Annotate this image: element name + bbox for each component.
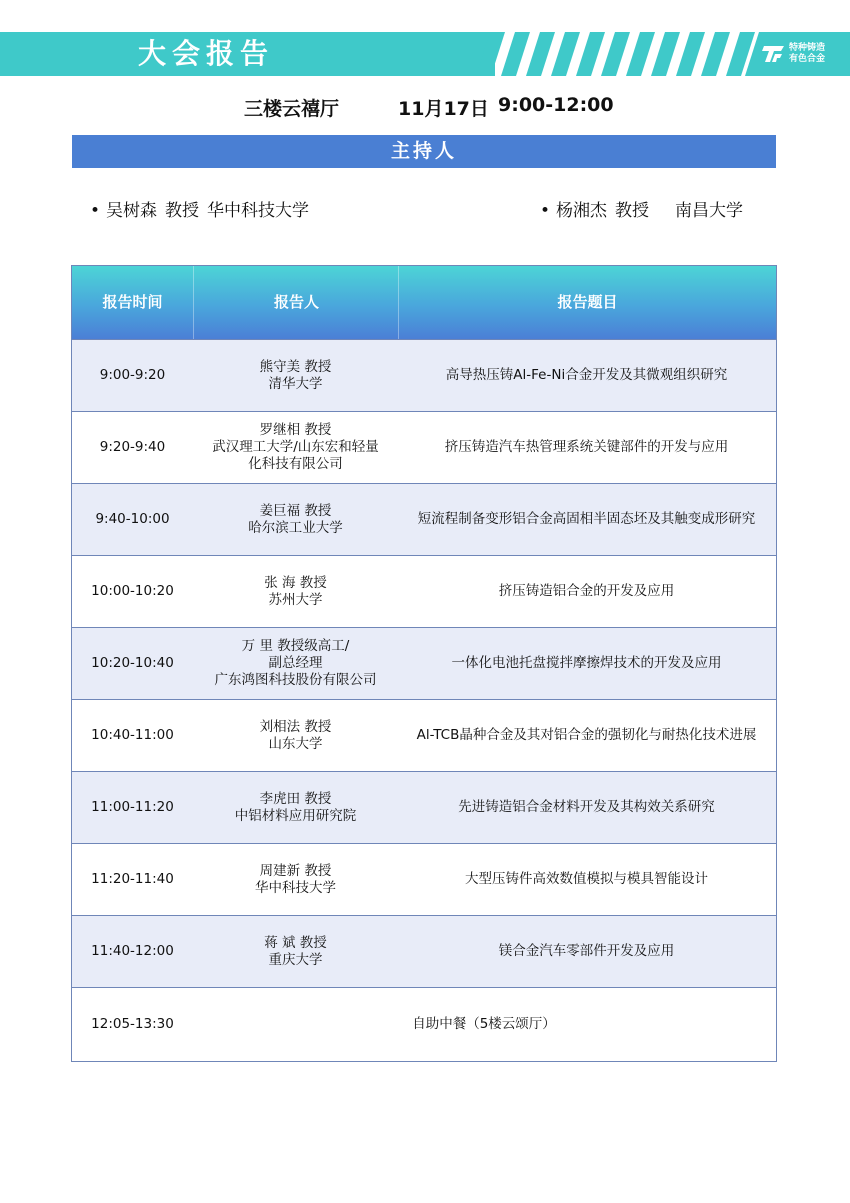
speaker-line: 张 海 教授: [264, 574, 327, 591]
row-speaker: [193, 484, 398, 555]
host-right: [540, 196, 743, 221]
speaker-line: 中铝材料应用研究院: [234, 807, 357, 824]
table-row: [72, 915, 776, 987]
banner-stripes: [0, 32, 850, 76]
session-room: 三楼云禧厅: [244, 98, 340, 120]
speaker-line: 武汉理工大学/山东宏和轻量: [212, 439, 379, 455]
header-time: 报告时间: [102, 293, 163, 311]
row-speaker: [193, 700, 398, 771]
table-row: [72, 483, 776, 555]
association-logo: [762, 42, 844, 68]
host-name: 杨湘杰: [556, 201, 608, 221]
speaker-line: 刘相法 教授: [259, 718, 332, 735]
host-title: 教授: [615, 201, 650, 221]
speaker-line: 周建新 教授: [259, 862, 332, 879]
header-banner: [0, 32, 850, 76]
logo-line-2: 有色合金: [789, 54, 826, 64]
lunch-text: 自助中餐（5楼云颂厅）: [412, 1015, 556, 1032]
row-time: 11:00-11:20: [91, 799, 174, 815]
speaker-line: 罗继相 教授: [259, 422, 332, 438]
row-time: 10:40-11:00: [91, 727, 174, 743]
session-time: 9:00-12:00: [498, 94, 614, 116]
host-title: 教授: [165, 201, 200, 221]
lunch-time: 12:05-13:30: [91, 1015, 174, 1032]
host-name: 吴树森: [106, 201, 158, 221]
logo-line-1: 特种铸造: [789, 43, 826, 53]
row-time: 9:00-9:20: [99, 367, 166, 383]
schedule-table: [71, 265, 777, 1062]
speaker-line: 李虎田 教授: [259, 790, 332, 807]
header-topic: 报告题目: [398, 266, 776, 339]
speaker-line: 华中科技大学: [255, 879, 336, 896]
row-speaker: [193, 628, 398, 699]
session-info: [0, 90, 850, 122]
host-bullet: •: [540, 201, 551, 221]
speaker-line: 姜巨福 教授: [259, 502, 332, 519]
row-topic: 高导热压铸Al-Fe-Ni合金开发及其微观组织研究: [445, 367, 728, 383]
host-org: 南昌大学: [675, 201, 744, 221]
speaker-line: 哈尔滨工业大学: [248, 519, 343, 536]
row-topic: 挤压铸造汽车热管理系统关键部件的开发与应用: [444, 439, 729, 455]
host-org: 华中科技大学: [207, 201, 310, 221]
row-topic: 短流程制备变形铝合金高固相半固态坯及其触变成形研究: [417, 511, 756, 527]
banner-title: 大会报告: [138, 37, 275, 70]
header-speaker: 报告人: [193, 266, 399, 339]
speaker-line: 蒋 斌 教授: [264, 934, 327, 951]
speaker-line: 副总经理: [268, 655, 323, 671]
row-speaker: [193, 556, 398, 627]
row-topic: 一体化电池托盘搅拌摩擦焊技术的开发及应用: [451, 655, 722, 671]
table-row: [72, 555, 776, 627]
speaker-line: 清华大学: [268, 375, 323, 392]
row-topic: 先进铸造铝合金材料开发及其构效关系研究: [458, 799, 715, 815]
speaker-line: 万 里 教授级高工/: [241, 638, 350, 654]
table-header: [72, 266, 776, 339]
host-section-title: 主持人: [72, 135, 776, 168]
speaker-line: 重庆大学: [268, 951, 323, 968]
row-time: 10:20-10:40: [91, 655, 174, 671]
speaker-line: 苏州大学: [268, 591, 323, 608]
logo-text: [789, 43, 825, 65]
table-row: [72, 411, 776, 483]
row-time: 11:40-12:00: [91, 943, 174, 959]
row-topic: 镁合金汽车零部件开发及应用: [498, 943, 675, 959]
host-left: [90, 196, 309, 221]
row-topic: Al-TCB晶种合金及其对铝合金的强韧化与耐热化技术进展: [416, 727, 757, 743]
speaker-line: 广东鸿图科技股份有限公司: [214, 672, 377, 688]
row-topic: 挤压铸造铝合金的开发及应用: [498, 583, 675, 599]
table-row: [72, 627, 776, 699]
table-row: [72, 771, 776, 843]
table-row: [72, 843, 776, 915]
row-speaker: [193, 412, 398, 483]
table-row: [72, 339, 776, 411]
host-bullet: •: [90, 201, 101, 221]
row-speaker: [193, 340, 398, 411]
table-row-lunch: [72, 987, 776, 1060]
row-time: 9:40-10:00: [95, 511, 170, 527]
speaker-line: 熊守美 教授: [259, 358, 332, 375]
speaker-line: 化科技有限公司: [248, 456, 343, 472]
row-topic: 大型压铸件高效数值模拟与模具智能设计: [465, 871, 708, 887]
table-row: [72, 699, 776, 771]
row-time: 10:00-10:20: [91, 583, 174, 599]
logo-mark-icon: [762, 44, 786, 64]
row-time: 11:20-11:40: [91, 871, 174, 887]
row-speaker: [193, 916, 398, 987]
row-time: 9:20-9:40: [99, 439, 166, 455]
speaker-line: 山东大学: [268, 735, 323, 752]
row-speaker: [193, 844, 398, 915]
row-speaker: [193, 772, 398, 843]
session-date: 11月17日: [398, 98, 489, 120]
